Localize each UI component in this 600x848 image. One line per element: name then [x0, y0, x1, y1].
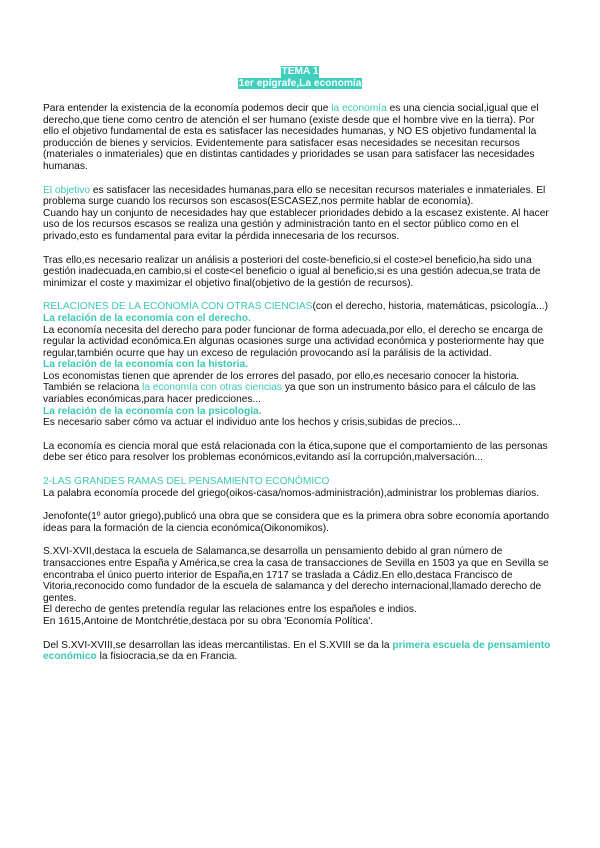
jenofonte-paragraph: Jenofonte(1º autor griego),publicó una obra que se considera que es la primera obra sobre economía aportando ideas para la formación de la ciencia económica(Oikonomikos).: [43, 511, 550, 534]
derecho-subheading: La relación de la economía con el derecho.: [43, 312, 251, 324]
cost-benefit-paragraph: Tras ello,es necesario realizar un análisis a posteriori del coste-beneficio,si el coste>el beneficio,ha sido una gestión inadecuada,en cambio,si el coste<el beneficio o igual al beneficio,si es una gestión adecua,se trata de minimizar el coste y maximizar el objetivo final(objetivo de la gestión de recursos).: [43, 254, 541, 289]
historia-subheading: La relación de la economía con la historia.: [43, 359, 248, 371]
intro-paragraph: Para entender la existencia de la economía podemos decir que la economía es una ciencia social,igual que el derecho,que tiene como centro de atención el ser humano (existe desde que el hombre vive en la tierra). Por ello el objetivo fundamental de esta es satisfacer las necesidades humanas, y NO ES objetivo fundamental la producción de bienes y servicios. Evidentemente para satisfacer esas necesidades se necesitan recursos (materiales o inmateriales) que en distintas cantidades y prioridades se usan para satisfacer las necesidades humanas.: [43, 103, 539, 172]
derecho-paragraph: La economía necesita del derecho para poder funcionar de forma adecuada,por ello, el derecho se encarga de regular la actividad económica.En algunas ocasiones surge una actividad económica y posteriormente hay que regular,también ocurre que hay un exceso de regulación provocando así la parálisis de la actividad.: [43, 324, 545, 359]
highlight-term: primera escuela de pensamiento económico: [43, 639, 551, 663]
highlight-term: El objetivo: [43, 184, 91, 196]
title-line-1: TEMA 1: [281, 66, 319, 77]
psicologia-subheading: La relación de la economía con la psicología.: [43, 405, 262, 417]
document-body: [43, 103, 553, 663]
mercantilismo-paragraph: Del S.XVI-XVIII,se desarrollan las ideas mercantilistas. En el S.XVIII se da la primera escuela de pensamiento económico la fisiocracia,se da en Francia.: [43, 639, 551, 663]
montchretien-paragraph: En 1615,Antoine de Montchrétie,destaca por su obra 'Economía Política'.: [43, 615, 374, 627]
ramas-paragraph: La palabra economía procede del griego(oikos-casa/nomos-administración),administrar los problemas diarios.: [43, 487, 540, 499]
historia-paragraph: Los economistas tienen que aprender de los errores del pasado, por ello,es necesario conocer la historia.: [43, 370, 520, 382]
document-title: [0, 66, 600, 89]
moral-paragraph: La economía es ciencia moral que está relacionada con la ética,supone que el comportamiento de las personas debe ser ético para resolver los problemas económicos,evitando así la corrupción,malversación...: [43, 440, 548, 464]
psicologia-paragraph: Es necesario saber cómo va actuar el individuo ante los hechos y crisis,subidas de precios...: [43, 417, 461, 429]
ramas-heading: 2-LAS GRANDES RAMAS DEL PENSAMIENTO ECONÓMICO: [43, 476, 330, 488]
otras-ciencias-paragraph: También se relaciona la economía con otras ciencias ya que son un instrumento básico para el cálculo de las variables económicas,para hacer predicciones...: [43, 382, 536, 406]
relaciones-heading: RELACIONES DE LA ECONOMÍA CON OTRAS CIENCIAS(con el derecho, historia, matemáticas, psicología...): [43, 301, 549, 313]
priorities-paragraph: Cuando hay un conjunto de necesidades hay que establecer prioridades debido a la escasez existente. Al hacer uso de los recursos escasos se realiza una gestión y administración tanto en el sector público como en el privado,esto es fundamental para evitar la pérdida innecesaria de los recursos.: [43, 207, 549, 242]
derecho-gentes-paragraph: El derecho de gentes pretendía regular las relaciones entre los españoles e indios.: [43, 604, 417, 616]
title-line-2: 1er epígrafe,La economía: [238, 77, 362, 89]
highlight-term: la economía: [331, 103, 387, 114]
highlight-term: la economía con otras ciencias: [142, 382, 282, 394]
salamanca-paragraph: S.XVI-XVII,destaca la escuela de Salamanca,se desarrolla un pensamiento debido al gran número de transacciones entre España y América,se crea la casa de transacciones de Sevilla en 1503 ya que en Sevilla se encontraba el único puerto interior de España,en 1717 se traslada a Cádiz.En ello,destaca Francisco de Vitoria,reconocido como fundador de la escuela de salamanca y del derecho internacional,llamado derecho de gentes.: [43, 546, 549, 604]
objective-paragraph: El objetivo es satisfacer las necesidades humanas,para ello se necesitan recursos materiales e inmateriales. El problema surge cuando los recursos son escasos(ESCASEZ,nos permite hablar de economía).: [43, 184, 546, 208]
